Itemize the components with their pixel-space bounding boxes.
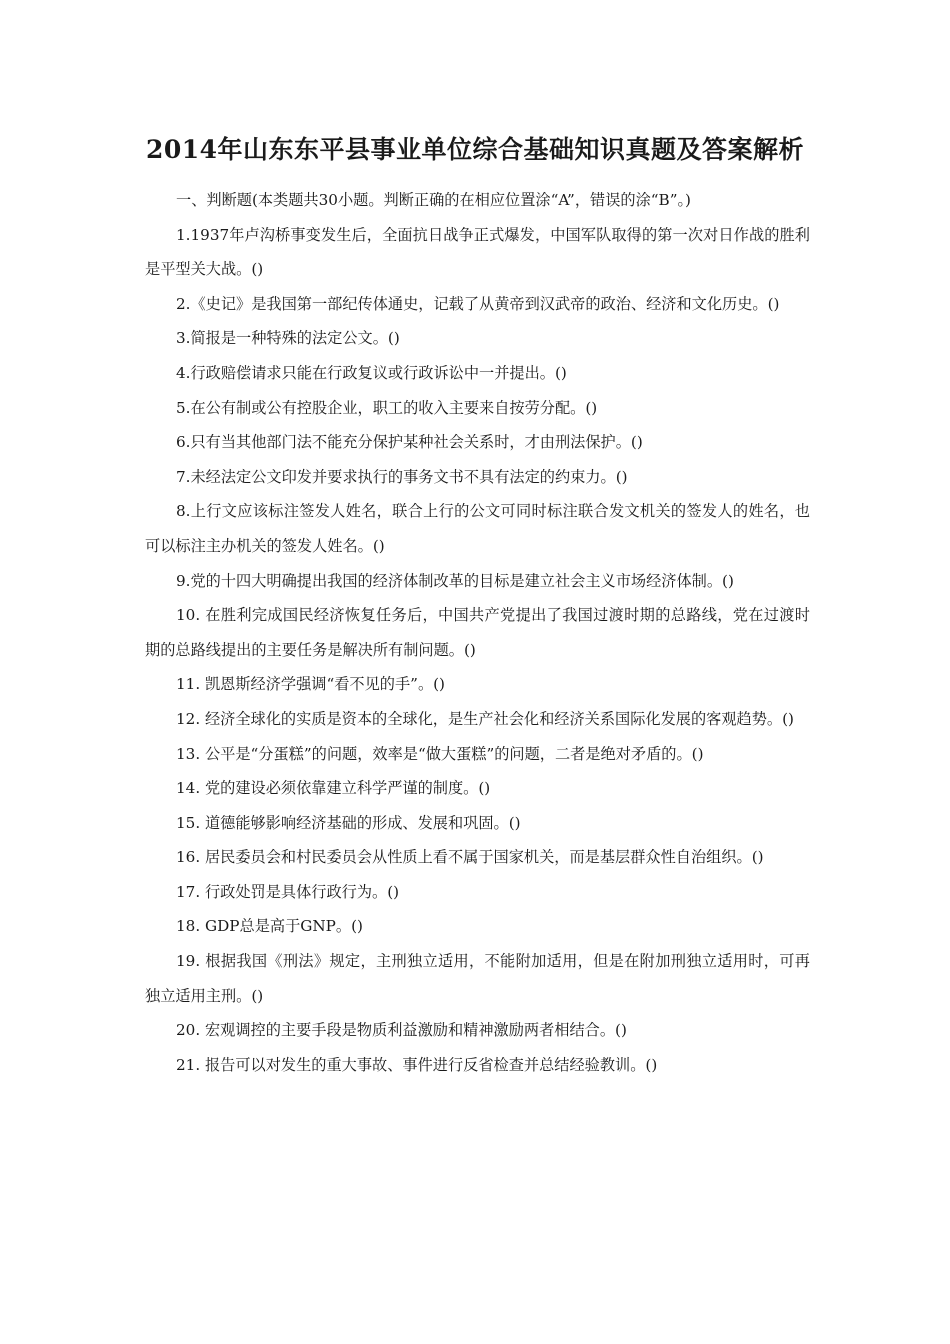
question-item: 3.简报是一种特殊的法定公文。(): [176, 329, 400, 348]
document-body: [145, 183, 810, 1082]
question-item: 1.1937年卢沟桥事变发生后，全面抗日战争正式爆发，中国军队取得的第一次对日作战的胜利是平型关大战。(): [145, 225, 810, 279]
question-item: 21. 报告可以对发生的重大事故、事件进行反省检查并总结经验教训。(): [176, 1055, 658, 1074]
question-item: 9.党的十四大明确提出我国的经济体制改革的目标是建立社会主义市场经济体制。(): [176, 571, 734, 590]
question-item: 20. 宏观调控的主要手段是物质利益激励和精神激励两者相结合。(): [176, 1021, 627, 1040]
question-item: 7.未经法定公文印发并要求执行的事务文书不具有法定的约束力。(): [176, 467, 628, 486]
question-item: 15. 道德能够影响经济基础的形成、发展和巩固。(): [176, 813, 521, 832]
question-item: 8.上行文应该标注签发人姓名，联合上行的公文可同时标注联合发文机关的签发人的姓名，也可以标注主办机关的签发人姓名。(): [145, 502, 810, 555]
question-item: 17. 行政处罚是具体行政行为。(): [176, 882, 400, 901]
question-item: 19. 根据我国《刑法》规定，主刑独立适用，不能附加适用，但是在附加刑独立适用时，可再独立适用主刑。(): [145, 952, 810, 1005]
question-item: 14. 党的建设必须依靠建立科学严谨的制度。(): [176, 779, 491, 798]
question-item: 5.在公有制或公有控股企业，职工的收入主要来自按劳分配。(): [176, 398, 598, 417]
question-item: 11. 凯恩斯经济学强调“看不见的手”。(): [176, 675, 445, 694]
question-item: 13. 公平是“分蛋糕”的问题，效率是“做大蛋糕”的问题，二者是绝对矛盾的。(): [176, 744, 704, 763]
question-item: 18. GDP总是高于GNP。(): [176, 917, 363, 936]
question-item: 10. 在胜利完成国民经济恢复任务后，中国共产党提出了我国过渡时期的总路线，党在过渡时期的总路线提出的主要任务是解决所有制问题。(): [145, 606, 810, 659]
question-item: 6.只有当其他部门法不能充分保护某种社会关系时，才由刑法保护。(): [176, 433, 643, 452]
question-item: 4.行政赔偿请求只能在行政复议或行政诉讼中一并提出。(): [176, 363, 567, 382]
question-item: 16. 居民委员会和村民委员会从性质上看不属于国家机关，而是基层群众性自治组织。(): [176, 848, 764, 867]
question-item: 2.《史记》是我国第一部纪传体通史，记载了从黄帝到汉武帝的政治、经济和文化历史。(): [176, 294, 780, 313]
section-heading: 一、判断题(本类题共30小题。判断正确的在相应位置涂“A”，错误的涂“B”。): [176, 191, 691, 209]
question-item: 12. 经济全球化的实质是资本的全球化，是生产社会化和经济关系国际化发展的客观趋势。(): [176, 709, 794, 728]
document-title: 2014年山东东平县事业单位综合基础知识真题及答案解析: [145, 135, 805, 164]
